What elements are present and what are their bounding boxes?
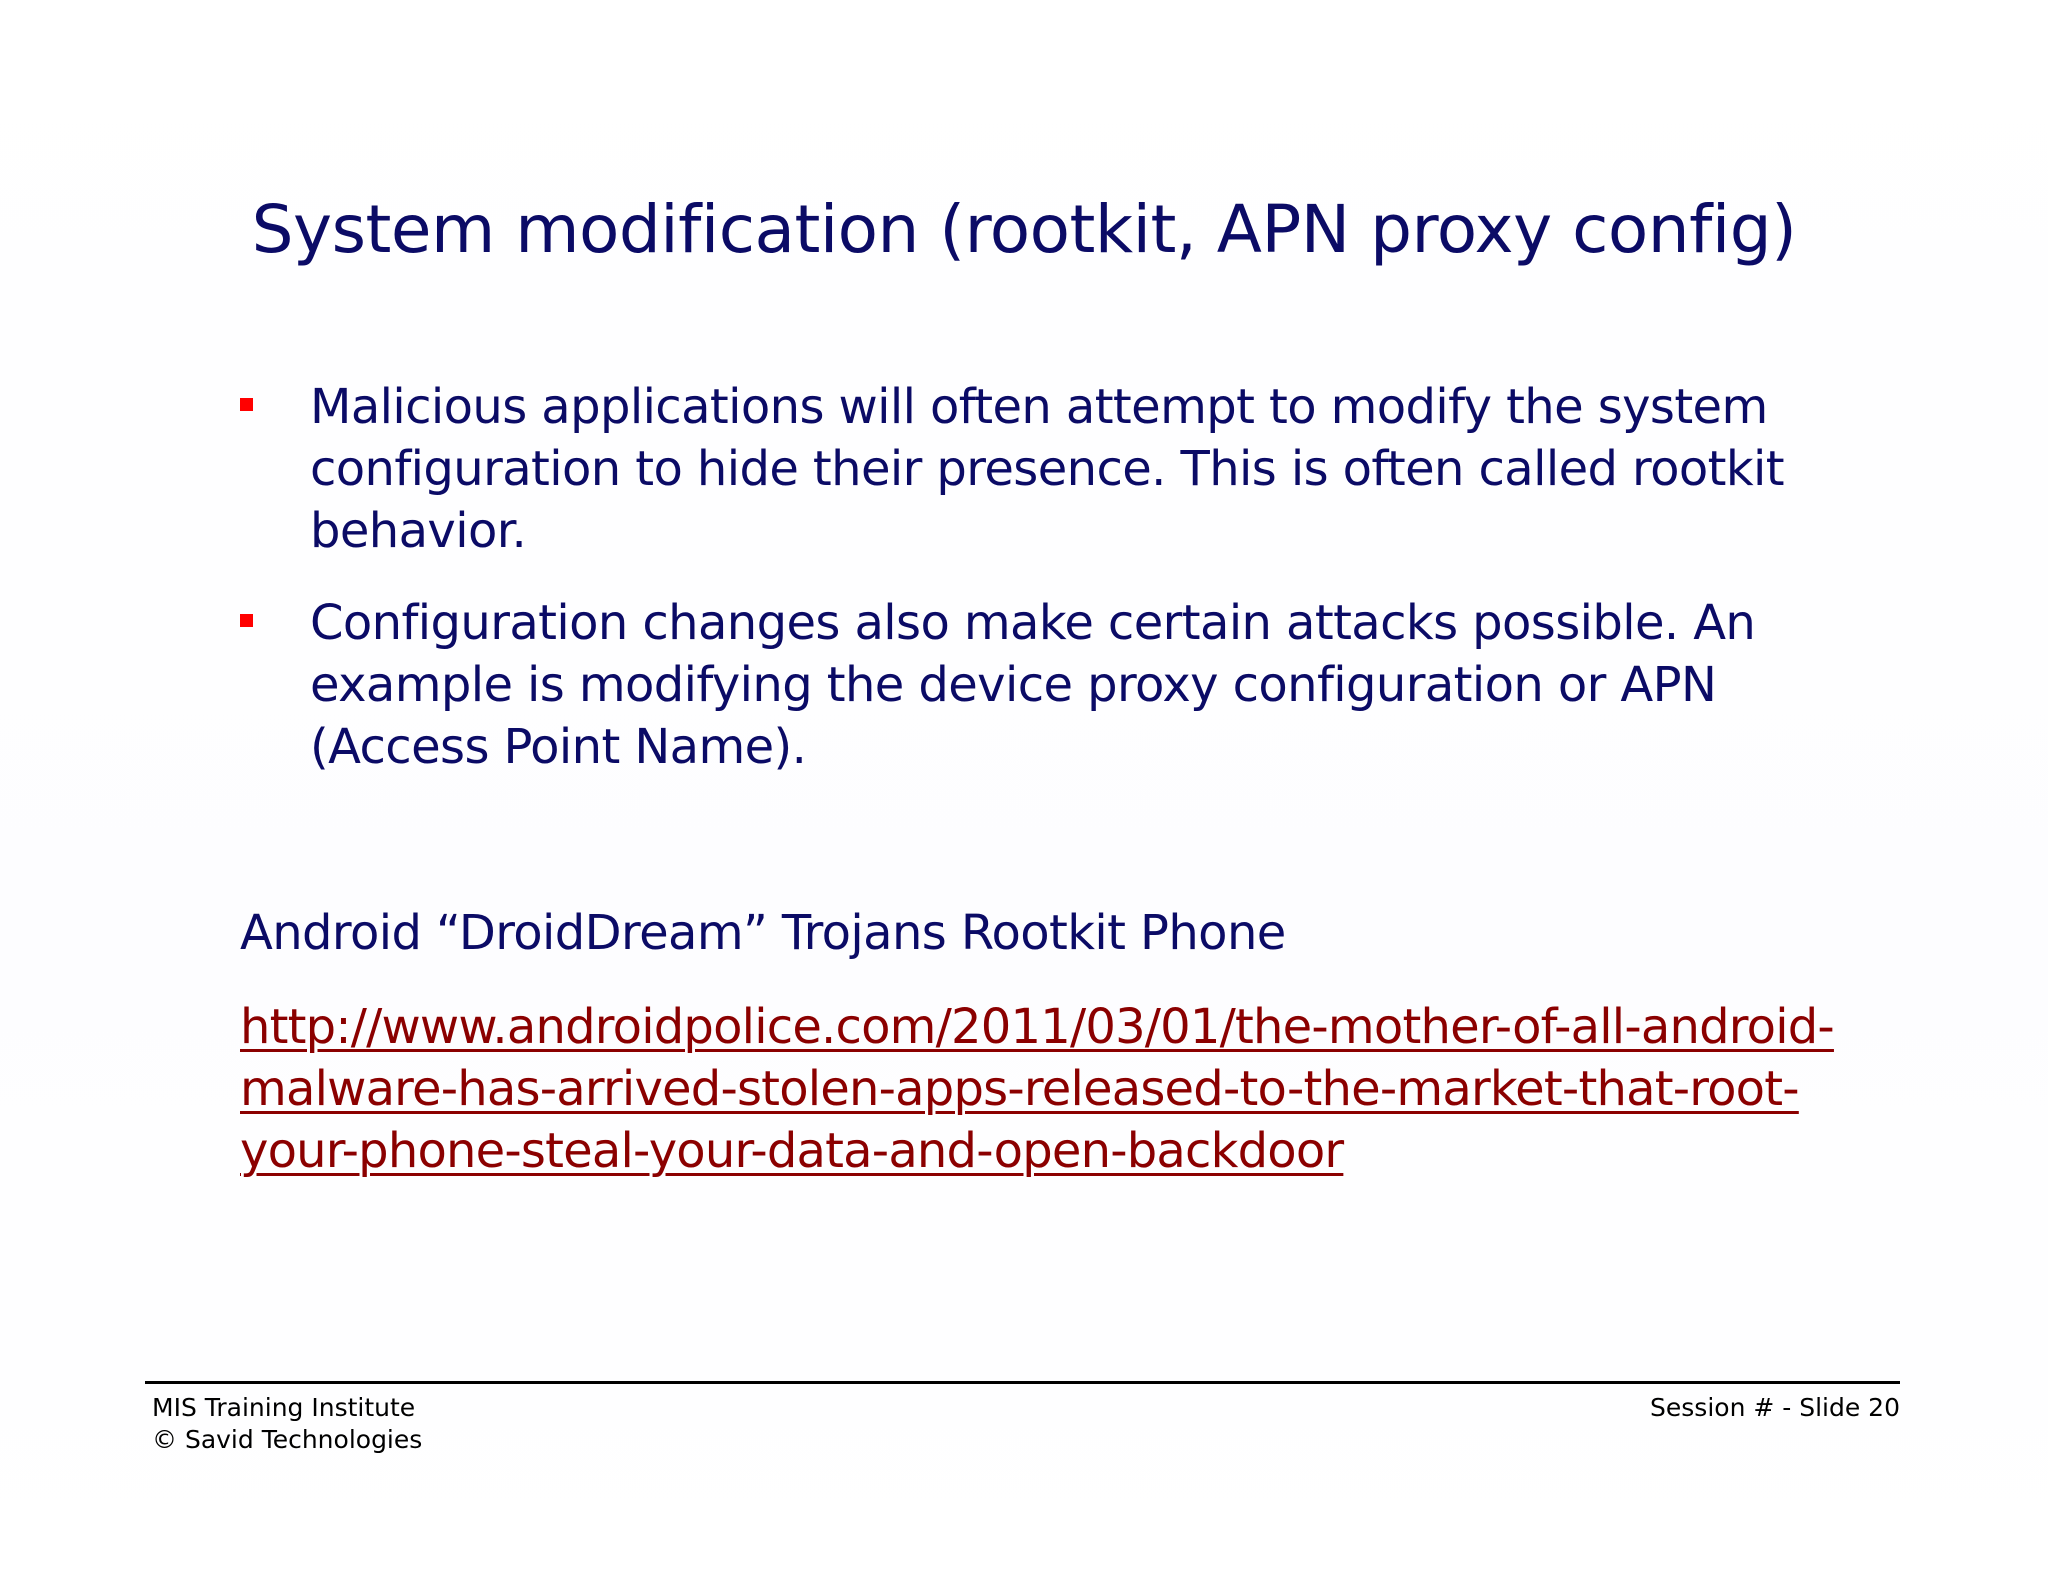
square-bullet-icon xyxy=(240,614,253,627)
footer-slide-number: Session # - Slide 20 xyxy=(1650,1393,1900,1422)
bullet-line: example is modifying the device proxy configuration or APN xyxy=(310,657,1717,713)
footer-left xyxy=(152,1392,422,1456)
bullet-line: behavior. xyxy=(310,503,527,559)
reference-link-line[interactable]: http://www.androidpolice.com/2011/03/01/the-mother-of-all-android- xyxy=(240,999,1834,1055)
reference-heading: Android “DroidDream” Trojans Rootkit Phone xyxy=(240,905,1286,961)
square-bullet-icon xyxy=(240,398,253,411)
bullet-text xyxy=(310,376,1810,562)
reference-link-line[interactable]: malware-has-arrived-stolen-apps-released-to-the-market-that-root- xyxy=(240,1061,1799,1117)
bullet-line: configuration to hide their presence. This is often called rootkit xyxy=(310,441,1785,497)
bullet-line: Malicious applications will often attempt to modify the system xyxy=(310,379,1768,435)
footer-copyright: © Savid Technologies xyxy=(152,1425,423,1454)
reference-link[interactable] xyxy=(240,996,1850,1182)
bullet-line: (Access Point Name). xyxy=(310,719,807,775)
bullet-text xyxy=(310,592,1810,778)
footer-org: MIS Training Institute xyxy=(152,1393,416,1422)
slide-title: System modification (rootkit, APN proxy config) xyxy=(251,191,1797,268)
reference-link-line[interactable]: your-phone-steal-your-data-and-open-backdoor xyxy=(240,1123,1344,1179)
bullet-line: Configuration changes also make certain attacks possible. An xyxy=(310,595,1756,651)
footer-divider xyxy=(145,1381,1900,1384)
